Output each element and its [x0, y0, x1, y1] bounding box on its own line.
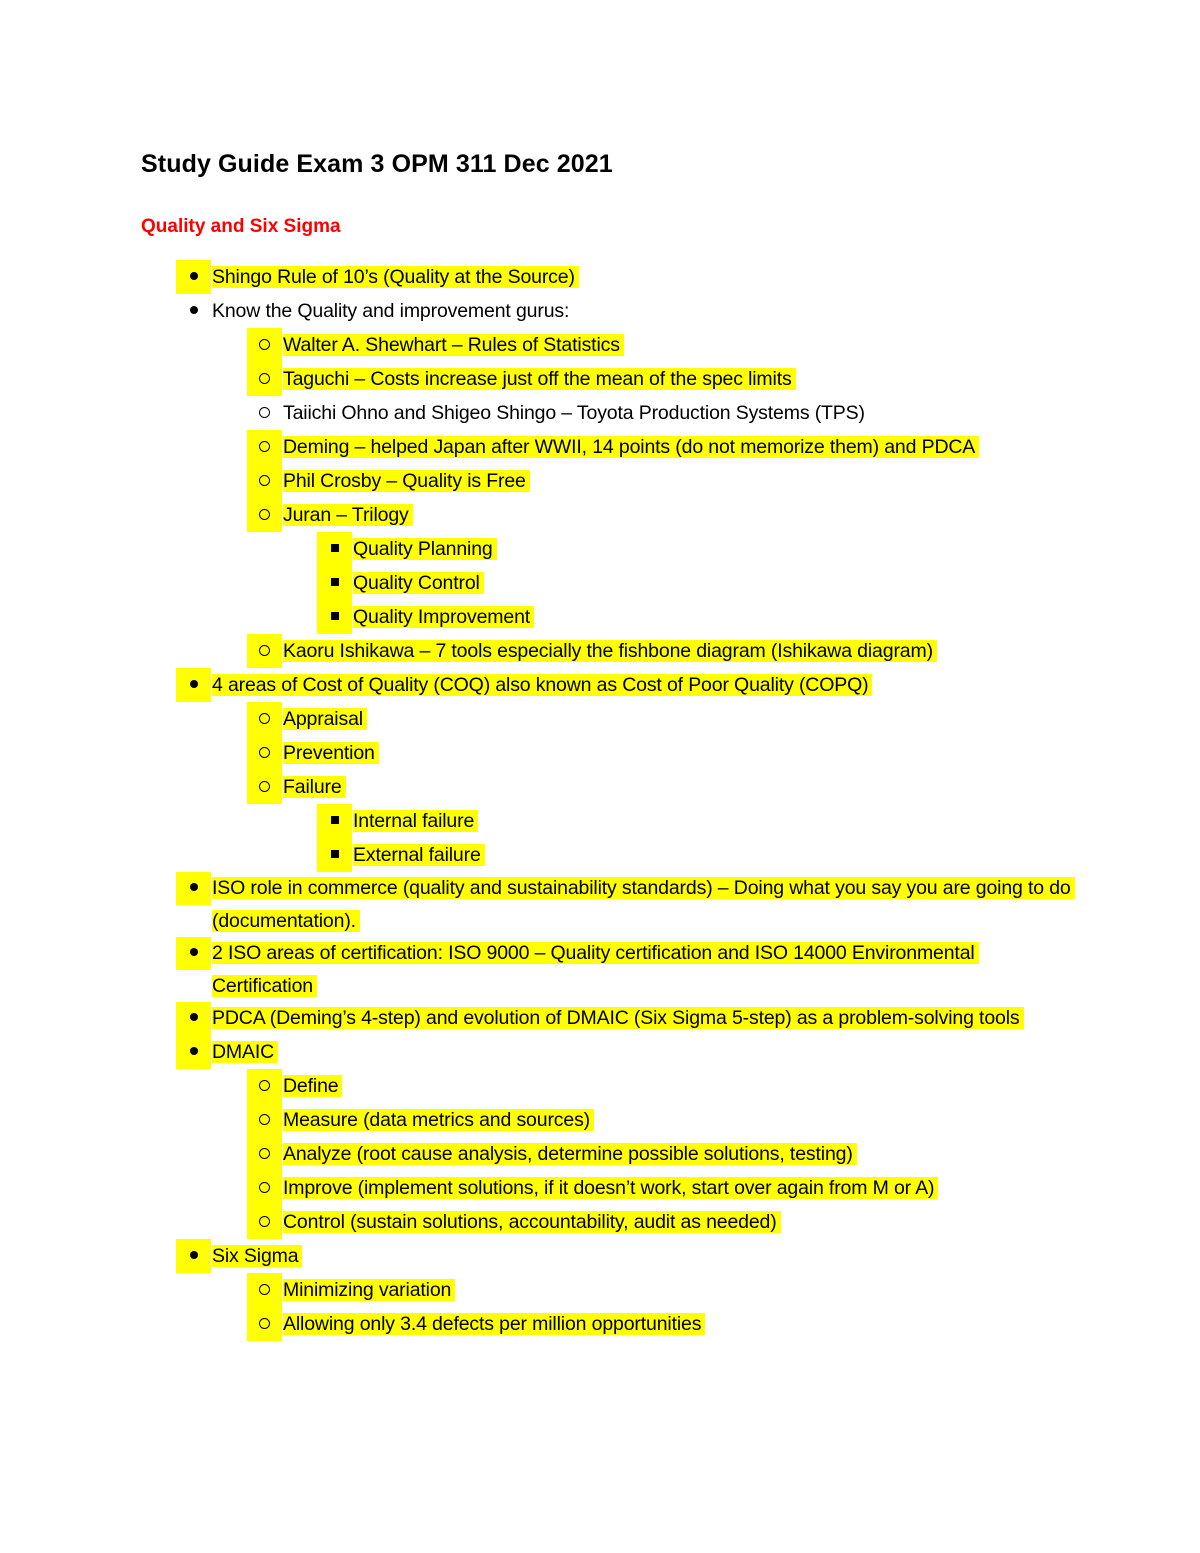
- hollow-circle-icon: [259, 1216, 270, 1227]
- hollow-circle-icon: [259, 1148, 270, 1159]
- outline-item-level-2: [141, 396, 1080, 430]
- filled-disc-icon: [176, 1239, 211, 1273]
- outline-item-text: External failure: [353, 844, 485, 866]
- outline-item-text: Quality Planning: [353, 538, 497, 560]
- outline-item-text: Quality Control: [353, 572, 484, 594]
- filled-square-icon: [331, 816, 339, 824]
- outline-item-text: Measure (data metrics and sources): [283, 1109, 594, 1131]
- outline-item-level-2: [141, 1103, 1080, 1137]
- outline-item-level-1: [141, 668, 1080, 702]
- hollow-circle-icon: [259, 781, 270, 792]
- hollow-circle-icon: [247, 396, 282, 430]
- outline-item-text: Walter A. Shewhart – Rules of Statistics: [283, 334, 624, 356]
- outline-item-level-2: [141, 1137, 1080, 1171]
- filled-disc-icon: [190, 680, 198, 688]
- hollow-circle-icon: [247, 634, 282, 668]
- outline-item-level-2: [141, 1069, 1080, 1103]
- outline-item-text: Analyze (root cause analysis, determine possible solutions, testing): [283, 1143, 857, 1165]
- hollow-circle-icon: [259, 747, 270, 758]
- outline-item-level-1: [141, 1002, 1080, 1035]
- outline-item-text: Six Sigma: [212, 1245, 302, 1267]
- outline-item-text: PDCA (Deming’s 4-step) and evolution of DMAIC (Six Sigma 5-step) as a problem-solving tools: [212, 1007, 1024, 1029]
- hollow-circle-icon: [247, 1069, 282, 1103]
- page-title: Study Guide Exam 3 OPM 311 Dec 2021: [141, 150, 613, 178]
- outline-item-text: ISO role in commerce (quality and sustainability standards) – Doing what you say you are going to do (documentation).: [212, 877, 1075, 932]
- outline-item-level-2: [141, 1273, 1080, 1307]
- hollow-circle-icon: [247, 430, 282, 464]
- hollow-circle-icon: [247, 1273, 282, 1307]
- outline-item-level-2: [141, 362, 1080, 396]
- outline-item-level-2: [141, 328, 1080, 362]
- outline-item-level-2: [141, 1205, 1080, 1239]
- outline-item-level-2: [141, 1171, 1080, 1205]
- outline-item-level-3: [141, 532, 1080, 566]
- outline-item-text: Allowing only 3.4 defects per million opportunities: [283, 1313, 705, 1335]
- outline-item-text: Appraisal: [283, 708, 367, 730]
- hollow-circle-icon: [247, 464, 282, 498]
- filled-disc-icon: [190, 1047, 198, 1055]
- filled-disc-icon: [190, 306, 198, 314]
- hollow-circle-icon: [247, 1205, 282, 1239]
- filled-disc-icon: [190, 1251, 198, 1259]
- filled-square-icon: [317, 838, 352, 872]
- hollow-circle-icon: [259, 1318, 270, 1329]
- hollow-circle-icon: [247, 1103, 282, 1137]
- filled-disc-icon: [190, 948, 198, 956]
- outline-item-text: Deming – helped Japan after WWII, 14 points (do not memorize them) and PDCA: [283, 436, 979, 458]
- hollow-circle-icon: [259, 475, 270, 486]
- outline-item-text: Phil Crosby – Quality is Free: [283, 470, 530, 492]
- outline-item-level-2: [141, 770, 1080, 804]
- filled-disc-icon: [176, 1035, 211, 1069]
- outline-item-text: Quality Improvement: [353, 606, 534, 628]
- outline-item-level-1: [141, 1035, 1080, 1069]
- outline-item-text: Know the Quality and improvement gurus:: [212, 300, 570, 322]
- hollow-circle-icon: [259, 441, 270, 452]
- outline-item-text: 4 areas of Cost of Quality (COQ) also known as Cost of Poor Quality (COPQ): [212, 674, 872, 696]
- hollow-circle-icon: [247, 1137, 282, 1171]
- outline-item-level-2: [141, 702, 1080, 736]
- filled-disc-icon: [176, 872, 211, 905]
- filled-disc-icon: [190, 272, 198, 280]
- filled-square-icon: [331, 578, 339, 586]
- outline-item-level-2: [141, 464, 1080, 498]
- filled-square-icon: [317, 600, 352, 634]
- outline-item-level-2: [141, 430, 1080, 464]
- filled-disc-icon: [176, 937, 211, 970]
- outline-item-level-1: [141, 294, 1080, 328]
- outline-item-level-1: [141, 872, 1080, 937]
- hollow-circle-icon: [259, 373, 270, 384]
- outline-item-text: Improve (implement solutions, if it doesn’t work, start over again from M or A): [283, 1177, 938, 1199]
- outline-item-text: DMAIC: [212, 1041, 278, 1063]
- filled-square-icon: [317, 532, 352, 566]
- hollow-circle-icon: [247, 1171, 282, 1205]
- outline-item-level-1: [141, 260, 1080, 294]
- outline-item-level-1: [141, 937, 1080, 1002]
- outline-item-level-2: [141, 736, 1080, 770]
- hollow-circle-icon: [259, 339, 270, 350]
- outline-item-text: Juran – Trilogy: [283, 504, 413, 526]
- hollow-circle-icon: [259, 407, 270, 418]
- filled-disc-icon: [176, 260, 211, 294]
- hollow-circle-icon: [259, 645, 270, 656]
- hollow-circle-icon: [247, 702, 282, 736]
- hollow-circle-icon: [259, 713, 270, 724]
- hollow-circle-icon: [247, 1307, 282, 1341]
- outline-item-text: Taguchi – Costs increase just off the mean of the spec limits: [283, 368, 796, 390]
- outline-item-text: Prevention: [283, 742, 379, 764]
- filled-disc-icon: [190, 1013, 198, 1021]
- outline-item-level-3: [141, 838, 1080, 872]
- hollow-circle-icon: [259, 509, 270, 520]
- outline-item-text: Control (sustain solutions, accountability, audit as needed): [283, 1211, 781, 1233]
- outline-item-text: Internal failure: [353, 810, 478, 832]
- filled-square-icon: [317, 566, 352, 600]
- outline-item-level-3: [141, 566, 1080, 600]
- filled-disc-icon: [176, 668, 211, 702]
- outline-item-level-2: [141, 498, 1080, 532]
- outline-item-level-3: [141, 804, 1080, 838]
- hollow-circle-icon: [247, 736, 282, 770]
- hollow-circle-icon: [259, 1080, 270, 1091]
- hollow-circle-icon: [259, 1114, 270, 1125]
- outline-item-text: Failure: [283, 776, 346, 798]
- outline-item-level-1: [141, 1239, 1080, 1273]
- section-heading: Quality and Six Sigma: [141, 216, 341, 237]
- filled-square-icon: [331, 612, 339, 620]
- hollow-circle-icon: [259, 1182, 270, 1193]
- outline-item-text: 2 ISO areas of certification: ISO 9000 – Quality certification and ISO 14000 Environmental Certification: [212, 942, 979, 997]
- hollow-circle-icon: [259, 1284, 270, 1295]
- filled-square-icon: [317, 804, 352, 838]
- outline-item-level-2: [141, 1307, 1080, 1341]
- hollow-circle-icon: [247, 770, 282, 804]
- hollow-circle-icon: [247, 362, 282, 396]
- outline-item-level-2: [141, 634, 1080, 668]
- filled-disc-icon: [190, 883, 198, 891]
- outline-item-text: Minimizing variation: [283, 1279, 455, 1301]
- outline-item-level-3: [141, 600, 1080, 634]
- hollow-circle-icon: [247, 498, 282, 532]
- filled-square-icon: [331, 544, 339, 552]
- outline-item-text: Kaoru Ishikawa – 7 tools especially the fishbone diagram (Ishikawa diagram): [283, 640, 937, 662]
- filled-disc-icon: [176, 1002, 211, 1035]
- bullet-outline: [141, 260, 1080, 1341]
- outline-item-text: Define: [283, 1075, 342, 1097]
- hollow-circle-icon: [247, 328, 282, 362]
- filled-disc-icon: [176, 294, 211, 328]
- filled-square-icon: [331, 850, 339, 858]
- outline-item-text: Shingo Rule of 10’s (Quality at the Source): [212, 266, 579, 288]
- outline-item-text: Taiichi Ohno and Shigeo Shingo – Toyota Production Systems (TPS): [283, 402, 865, 424]
